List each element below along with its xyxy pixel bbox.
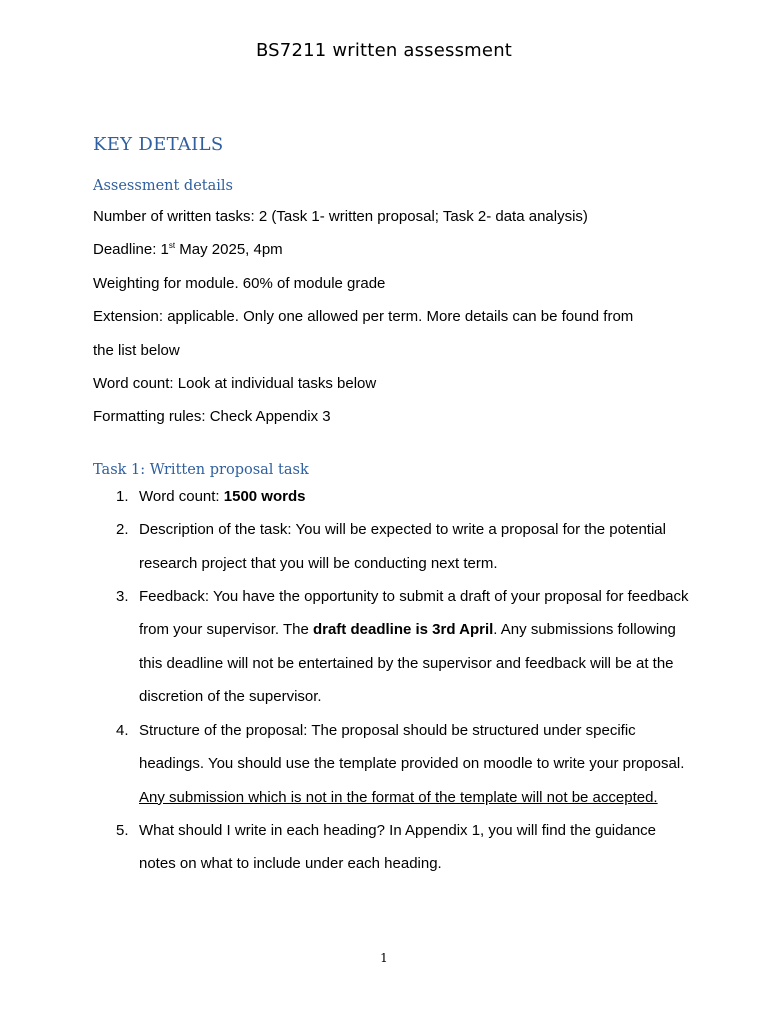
extension-line-2: the list below (93, 341, 180, 359)
list-number: 3. (116, 588, 129, 606)
deadline-line (93, 233, 693, 266)
list-number: 5. (116, 821, 129, 839)
key-details-heading: KEY DETAILS (93, 134, 224, 155)
item-bold-text: 1500 words (223, 487, 306, 505)
item-text: Word count: (139, 487, 224, 505)
task1-item-feedback (93, 580, 691, 714)
list-number: 4. (116, 721, 129, 739)
task1-item-word-count (93, 480, 691, 513)
task1-list (93, 480, 693, 881)
task1-item-description (93, 513, 691, 580)
template-format-note: Any submission which is not in the format of the template will not be accepted. (139, 788, 658, 806)
item-text: Structure of the proposal: The proposal should be structured under specific headings. You should use the template provided on moodle to write your proposal. (139, 721, 685, 773)
item-text: Description of the task: You will be expected to write a proposal for the potential research project that you will be conducting next term. (139, 521, 666, 572)
document-body (93, 134, 693, 881)
item-bold-text: draft deadline is 3rd April (312, 621, 494, 639)
page-number: 1 (380, 951, 388, 965)
assessment-details-list (93, 200, 693, 434)
item-text-continued: . Any submissions following this deadline will not be entertained by the supervisor and feedback will be at the discretion of the supervisor. (139, 621, 676, 706)
weighting-line: Weighting for module. 60% of module grade (93, 274, 386, 292)
task1-item-headings-guidance (93, 814, 691, 881)
deadline-prefix: Deadline: 1 (93, 241, 169, 259)
list-number: 2. (116, 521, 129, 539)
list-number: 1. (116, 487, 129, 505)
document-header-title: BS7211 written assessment (255, 40, 513, 61)
extension-line-1: Extension: applicable. Only one allowed per term. More details can be found from (93, 308, 634, 326)
item-text: Feedback: You have the opportunity to submit a draft of your proposal for feedback from your supervisor. The (139, 588, 689, 639)
task1-item-structure (93, 714, 691, 814)
task1-heading: Task 1: Written proposal task (93, 461, 309, 478)
item-text: What should I write in each heading? In Appendix 1, you will find the guidance notes on what to include under each heading. (139, 821, 657, 873)
formatting-rules-line: Formatting rules: Check Appendix 3 (93, 408, 331, 426)
written-tasks-line: Number of written tasks: 2 (Task 1- written proposal; Task 2- data analysis) (93, 208, 588, 225)
deadline-suffix: May 2025, 4pm (175, 241, 283, 259)
word-count-line: Word count: Look at individual tasks below (93, 375, 377, 393)
assessment-details-heading: Assessment details (93, 178, 233, 194)
deadline-superscript: st (168, 241, 176, 251)
